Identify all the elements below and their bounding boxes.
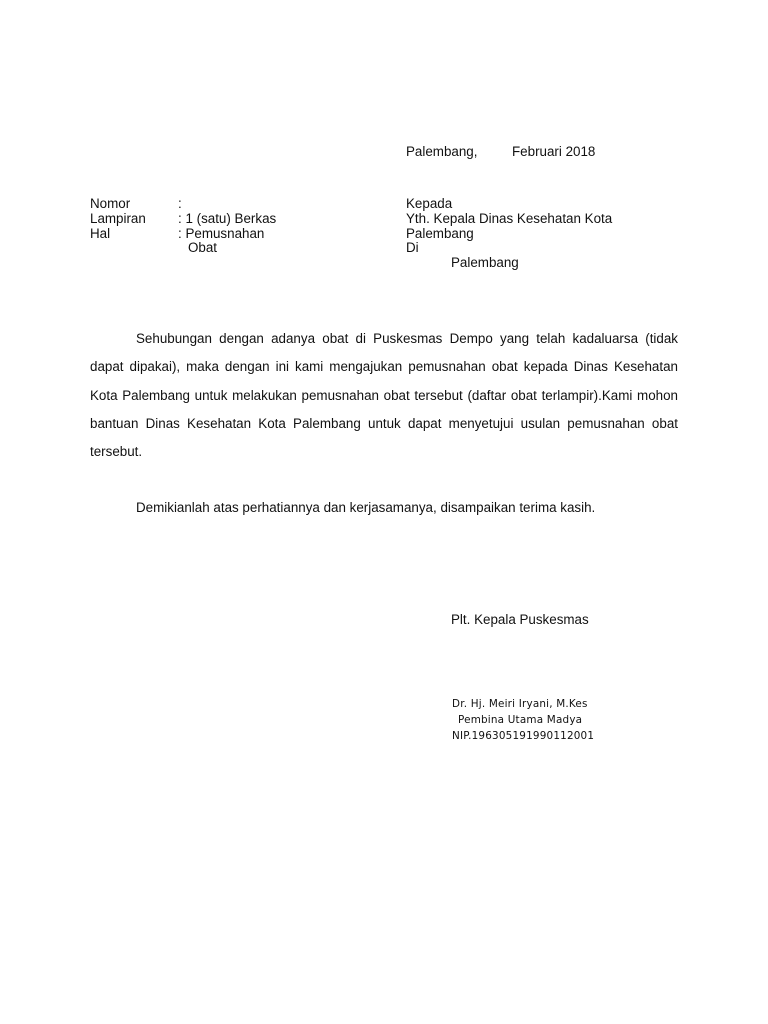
- recipient-title: Yth. Kepala Dinas Kesehatan Kota: [406, 211, 613, 226]
- signatory-name: Dr. Hj. Meiri Iryani, M.Kes: [452, 698, 588, 710]
- hal-value: : Pemusnahan: [178, 226, 265, 241]
- letter-date: Februari 2018: [512, 144, 596, 159]
- body-paragraph: Sehubungan dengan adanya obat di Puskesmas Dempo yang telah kadaluarsa (tidak dapat dipakai), maka dengan ini kami mengajukan pemusnahan obat kepada Dinas Kesehatan Kota Palembang untuk melakukan pemusnahan obat tersebut (daftar obat terlampir).Kami mohon bantuan Dinas Kesehatan Kota Palembang untuk dapat menyetujui usulan pemusnahan obat tersebut.: [90, 331, 678, 460]
- signatory-nip: NIP.196305191990112001: [452, 730, 595, 742]
- nomor-label: Nomor: [90, 196, 131, 211]
- recipient-di: Di: [406, 240, 419, 255]
- recipient-location: Palembang: [451, 255, 519, 270]
- hal-value-continued: Obat: [188, 240, 218, 255]
- lampiran-label: Lampiran: [90, 211, 146, 226]
- signature-block: [452, 696, 594, 744]
- signatory-title: Plt. Kepala Puskesmas: [451, 612, 589, 627]
- signatory-rank: Pembina Utama Madya: [458, 714, 583, 726]
- nomor-row: [90, 196, 320, 211]
- hal-row-continued: [90, 240, 320, 255]
- recipient-kepada: Kepada: [406, 196, 453, 211]
- recipient-city: Palembang: [406, 226, 474, 241]
- lampiran-value: : 1 (satu) Berkas: [178, 211, 277, 226]
- letter-place: Palembang,: [406, 144, 478, 159]
- hal-row: [90, 226, 320, 241]
- closing-sentence: Demikianlah atas perhatiannya dan kerjasamanya, disampaikan terima kasih.: [136, 500, 596, 515]
- hal-label: Hal: [90, 226, 111, 241]
- nomor-value: :: [178, 196, 182, 211]
- lampiran-row: [90, 211, 320, 226]
